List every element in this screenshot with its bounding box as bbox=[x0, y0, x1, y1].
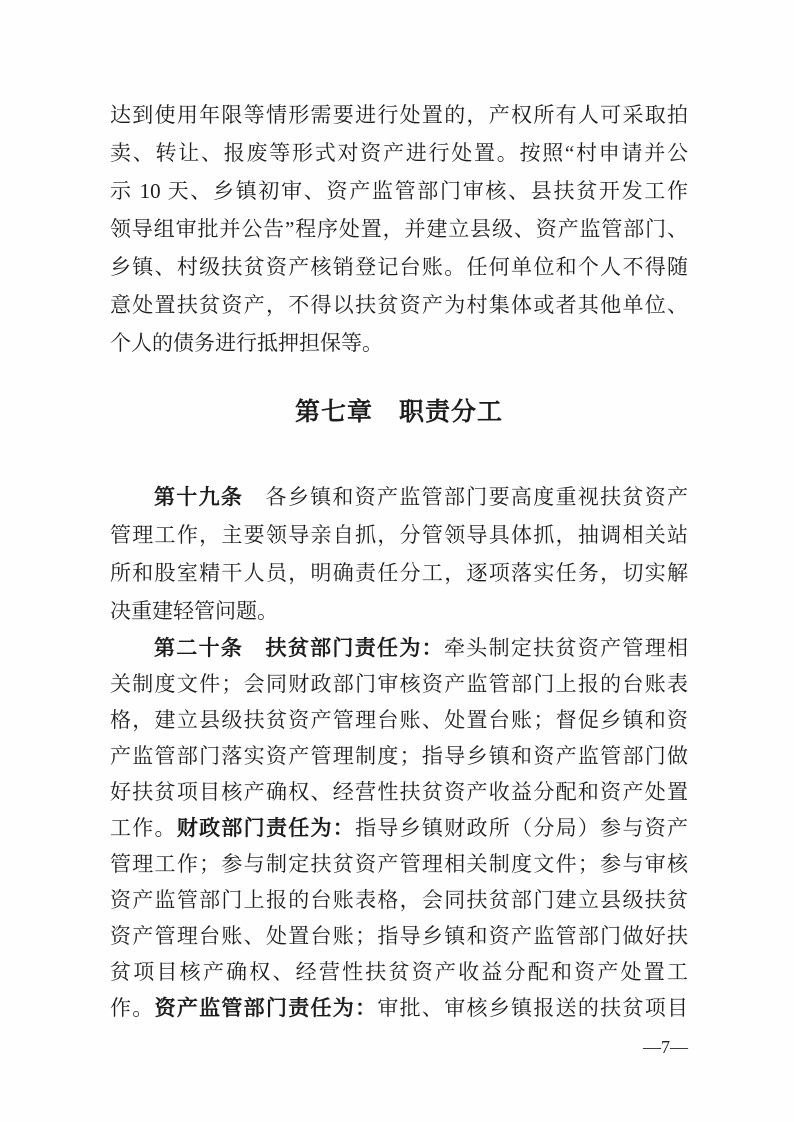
paragraph bbox=[110, 630, 688, 1026]
body-text: 个人的债务进行抵押担保等。 bbox=[110, 331, 383, 355]
body-text: 好扶贫项目核产确权、经营性扶贫资产收益分配和资产处置 bbox=[110, 780, 688, 804]
text-line bbox=[110, 954, 688, 990]
text-line bbox=[110, 554, 688, 592]
emphasis-text: 第十九条 bbox=[154, 485, 244, 509]
text-line bbox=[110, 918, 688, 954]
text-line bbox=[110, 478, 688, 516]
text-line bbox=[110, 810, 688, 846]
body-text: 达到使用年限等情形需要进行处置的，产权所有人可采取拍 bbox=[110, 103, 688, 127]
body-text: 审批、审核乡镇报送的扶贫项目 bbox=[377, 996, 688, 1020]
body-text: 工作。 bbox=[110, 816, 177, 840]
text-line bbox=[110, 774, 688, 810]
body-text: 所和股室精干人员，明确责任分工，逐项落实任务，切实解 bbox=[110, 561, 688, 585]
text-line bbox=[110, 702, 688, 738]
body-text: 资产管理台账、处置台账；指导乡镇和资产监管部门做好扶 bbox=[110, 924, 688, 948]
page-number: —7— bbox=[643, 1037, 688, 1057]
text-line bbox=[110, 96, 688, 134]
text-line bbox=[110, 990, 688, 1026]
emphasis-text: 财政部门责任为： bbox=[176, 816, 356, 840]
text-line bbox=[110, 882, 688, 918]
text-line bbox=[110, 248, 688, 286]
text-line bbox=[110, 134, 688, 172]
body-text: 意处置扶贫资产，不得以扶贫资产为村集体或者其他单位、 bbox=[110, 293, 688, 317]
body-text: 乡镇、村级扶贫资产核销登记台账。任何单位和个人不得随 bbox=[110, 255, 688, 279]
body-text: 管理工作；参与制定扶贫资产管理相关制度文件；参与审核 bbox=[110, 852, 688, 876]
paragraph bbox=[110, 96, 688, 362]
body-text: 格，建立县级扶贫资产管理台账、处置台账；督促乡镇和资 bbox=[110, 708, 688, 732]
body-text: 资产监管部门上报的台账表格，会同扶贫部门建立县级扶贫 bbox=[110, 888, 688, 912]
chapter-heading: 第七章 职责分工 bbox=[294, 398, 503, 426]
body-text: 贫项目核产确权、经营性扶贫资产收益分配和资产处置工 bbox=[110, 960, 688, 984]
body-text: 示 10 天、乡镇初审、资产监管部门审核、县扶贫开发工作 bbox=[110, 179, 688, 203]
emphasis-text: 资产监管部门责任为： bbox=[154, 996, 378, 1020]
body-text: 卖、转让、报废等形式对资产进行处置。按照“村申请并公 bbox=[110, 141, 688, 165]
body-text: 决重建轻管问题。 bbox=[110, 599, 278, 623]
body-text: 领导组审批并公告”程序处置，并建立县级、资产监管部门、 bbox=[110, 217, 688, 241]
text-line bbox=[110, 630, 688, 666]
body-text: 指导乡镇财政所（分局）参与资产 bbox=[355, 816, 688, 840]
body-text: 关制度文件；会同财政部门审核资产监管部门上报的台账表 bbox=[110, 672, 688, 696]
document-content bbox=[110, 96, 688, 1026]
emphasis-text: 第二十条 扶贫部门责任为： bbox=[154, 636, 444, 660]
text-line bbox=[110, 324, 688, 362]
body-text: 牵头制定扶贫资产管理相 bbox=[443, 636, 688, 660]
text-line bbox=[110, 738, 688, 774]
text-line bbox=[110, 516, 688, 554]
body-text: 各乡镇和资产监管部门要高度重视扶贫资产 bbox=[243, 485, 688, 509]
text-line bbox=[110, 592, 688, 630]
body-text: 作。 bbox=[110, 996, 155, 1020]
body-text: 产监管部门落实资产管理制度；指导乡镇和资产监管部门做 bbox=[110, 744, 688, 768]
text-line bbox=[110, 846, 688, 882]
text-line bbox=[110, 172, 688, 210]
body-text: 管理工作，主要领导亲自抓，分管领导具体抓，抽调相关站 bbox=[110, 523, 688, 547]
text-line bbox=[110, 286, 688, 324]
text-line bbox=[110, 210, 688, 248]
text-line bbox=[110, 666, 688, 702]
paragraph bbox=[110, 478, 688, 630]
